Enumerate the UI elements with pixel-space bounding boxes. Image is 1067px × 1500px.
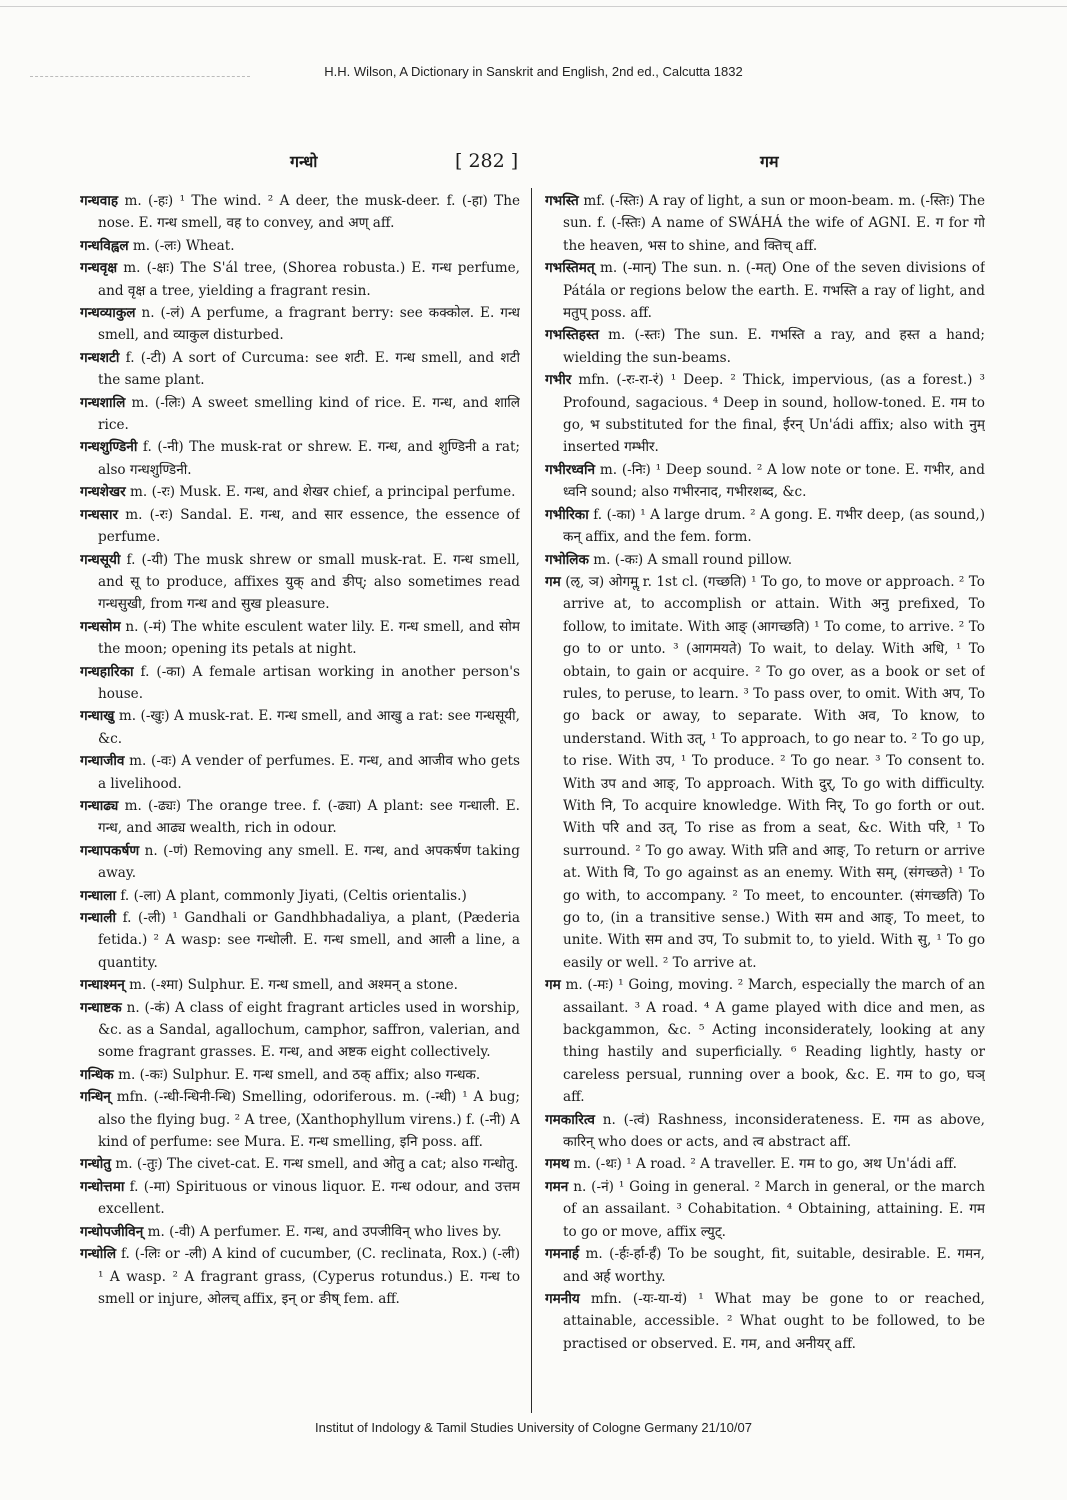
entry-headword: गमन — [545, 1178, 569, 1195]
dictionary-entry — [545, 549, 985, 571]
dictionary-entry — [80, 1243, 520, 1310]
entry-definition: m. (-लः) Wheat. — [132, 237, 235, 254]
source-citation: H.H. Wilson, A Dictionary in Sanskrit and English, 2nd ed., Calcutta 1832 — [324, 64, 743, 79]
entry-headword: गन्धाष्टक — [80, 999, 122, 1016]
dictionary-entry — [80, 436, 520, 481]
entry-headword: गन्धसोम — [80, 618, 121, 635]
entry-headword: गन्धाजीव — [80, 753, 125, 770]
entry-definition: f. (-यी) The musk shrew or small musk-rat. E. गन्ध smell, and सू to produce, affixes युक् and ङीप्; also sometimes read गन्धसुखी, from गन्ध and सुख pleasure. — [98, 551, 520, 613]
entry-definition: mfn. (-रः-रा-रं) ¹ Deep. ² Thick, impervious, (as a forest.) ³ Profound, sagacious. ⁴ Deep in sound, hollow-toned. E. गम to go, भ substituted for the final, ईरन् Un'ádi affix; also with नुम् inserted गम्भीर. — [563, 372, 985, 456]
dictionary-entry — [545, 1288, 985, 1355]
dictionary-entry — [80, 1086, 520, 1153]
entry-definition: f. (-का) A female artisan working in another person's house. — [98, 663, 520, 702]
entry-headword: गन्धवृक्ष — [80, 260, 118, 277]
dictionary-entry — [80, 1064, 520, 1086]
dictionary-entry — [545, 257, 985, 324]
entry-definition: mfn. (-यः-या-यं) ¹ What may be gone to or reached, attainable, accessible. ² What ought to be followed, to be practised or observed. E. गम, and अनीयर् aff. — [563, 1290, 985, 1352]
entry-headword: गन्धवाह — [80, 193, 119, 209]
entry-definition: m. (-वी) A perfumer. E. गन्ध, and उपजीविन् who lives by. — [147, 1223, 502, 1240]
archive-footer: Institut of Indology & Tamil Studies University of Cologne Germany 21/10/07 — [315, 1420, 752, 1435]
dictionary-entry — [80, 1176, 520, 1221]
dictionary-entry — [80, 661, 520, 706]
entry-headword: गमनीय — [545, 1290, 580, 1307]
entry-definition: f. (-नी) The musk-rat or shrew. E. गन्ध, and शुण्डिनी a rat; also गन्धशुण्डिनी. — [98, 439, 520, 478]
entry-definition: f. (-मा) Spirituous or vinous liquor. E. गन्ध odour, and उत्तम excellent. — [98, 1178, 520, 1218]
entry-headword: गभस्ति — [545, 193, 579, 209]
dictionary-entry — [80, 257, 520, 302]
entry-headword: गमथ — [545, 1156, 570, 1173]
entry-headword: गन्धोलि — [80, 1246, 117, 1263]
dictionary-entry — [545, 1153, 985, 1175]
entry-definition: m. (-लिः) A sweet smelling kind of rice. E. गन्ध, and शालि rice. — [98, 394, 520, 434]
right-column — [545, 190, 985, 1355]
entry-headword: गभीरिका — [545, 506, 589, 523]
dictionary-entry — [80, 885, 520, 907]
entry-definition: f. (-टी) A sort of Curcuma: see शटी. E. गन्ध smell, and शटी the same plant. — [98, 349, 520, 389]
page-header — [0, 150, 1067, 174]
entry-headword: गन्धापकर्षण — [80, 842, 140, 859]
entry-definition: n. (-मं) The white esculent water lily. E. गन्ध smell, and सोम the moon; opening its petals at night. — [98, 618, 520, 658]
dictionary-entry — [545, 571, 985, 974]
entry-definition: m. (-तुः) The civet-cat. E. गन्ध smell, and ओतु a cat; also गन्धोतु. — [115, 1156, 519, 1173]
entry-definition: m. (-क्षः) The S'ál tree, (Shorea robusta.) E. गन्ध perfume, and वृक्ष a tree, yielding a fragrant resin. — [98, 260, 520, 299]
entry-headword: गभीरध्वनि — [545, 461, 596, 478]
left-guide-word: गन्धो — [290, 152, 318, 171]
entry-headword: गन्धाढ्य — [80, 797, 119, 814]
dictionary-entry — [545, 1243, 985, 1288]
entry-headword: गभोलिक — [545, 551, 589, 568]
dictionary-entry — [80, 1153, 520, 1175]
entry-definition: f. (-का) ¹ A large drum. ² A gong. E. गभीर deep, (as sound,) कन् affix, and the fem. form. — [563, 506, 985, 546]
entry-definition: m. (-खुः) A musk-rat. E. गन्ध smell, and आखु a rat: see गन्धसूयी, &c. — [98, 708, 520, 747]
dictionary-entry — [80, 347, 520, 392]
scan-edge-line — [0, 6, 1067, 7]
entry-definition: n. (-त्वं) Rashness, inconsiderateness. E. गम as above, कारिन् who does or acts, and त्व abstract aff. — [563, 1111, 985, 1151]
entry-headword: गन्धोतु — [80, 1156, 112, 1173]
dictionary-entry — [80, 481, 520, 503]
entry-definition: n. (-कं) A class of eight fragrant articles used in worship, &c. as a Sandal, agallochum, camphor, saffron, valerian, and some fragrant grasses. E. गन्ध, and अष्टक eight collectively. — [98, 999, 520, 1061]
dictionary-entry — [80, 302, 520, 347]
dictionary-entry — [545, 369, 985, 459]
entry-definition: m. (-श्मा) Sulphur. E. गन्ध smell, and अश्मन् a stone. — [129, 977, 458, 994]
dictionary-entry — [545, 1109, 985, 1154]
entry-definition: m. (-मः) ¹ Going, moving. ² March, especially the march of an assailant. ³ A road. ⁴ A game played with dice and men, as backgammon, &c. ⁵ Acting inconsiderately, looking at any thing hastily and superficially. ⁶ Reading lightly, hasty or careless persual, running over a book, &c. E. गम to go, घञ् aff. — [563, 977, 985, 1106]
entry-definition: m. (-मान्) The sun. n. (-मत्) One of the seven divisions of Pátála or regions below the earth. E. गभस्ति a ray of light, and मतुप् poss. aff. — [563, 260, 985, 322]
entry-headword: गमनार्ह — [545, 1246, 580, 1263]
entry-headword: गन्धहारिका — [80, 663, 134, 680]
dictionary-entry — [80, 974, 520, 996]
entry-definition: n. (-लं) A perfume, a fragrant berry: see कक्कोल. E. गन्ध smell, and व्याकुल disturbed. — [98, 305, 520, 344]
entry-headword: गम — [545, 977, 561, 994]
dictionary-entry — [80, 750, 520, 795]
entry-headword: गभस्तिमत् — [545, 260, 595, 277]
entry-headword: गमकारित्व — [545, 1111, 595, 1128]
dictionary-entry — [80, 795, 520, 840]
entry-definition: m. (-र्हः-र्हा-र्हं) To be sought, fit, suitable, desirable. E. गमन, and अर्ह worthy. — [563, 1246, 985, 1285]
entry-headword: गन्धशेखर — [80, 484, 126, 501]
entry-definition: n. (-नं) ¹ Going in general. ² March in general, or the march of an assailant. ³ Cohabitation. ⁴ Obtaining, attaining. E. गम to go or move, affix ल्युट्. — [563, 1178, 985, 1240]
entry-headword: गन्धोत्तमा — [80, 1178, 125, 1195]
dictionary-entry — [545, 504, 985, 549]
dictionary-entry — [80, 549, 520, 616]
entry-definition: m. (-कः) A small round pillow. — [593, 551, 793, 568]
entry-definition: m. (-कः) Sulphur. E. गन्ध smell, and ठक् affix; also गन्धक. — [118, 1066, 481, 1083]
entry-headword: गभस्तिहस्त — [545, 327, 600, 344]
entry-definition: f. (-ली) ¹ Gandhali or Gandhbhadaliya, a plant, (Pæderia fetida.) ² A wasp: see गन्धोली. E. गन्ध smell, and आली a line, a quantity. — [98, 910, 520, 971]
dictionary-entry — [80, 997, 520, 1064]
entry-definition: m. (-स्तः) The sun. E. गभस्ति a ray, and हस्त a hand; wielding the sun-beams. — [563, 327, 985, 366]
entry-headword: गन्धव्याकुल — [80, 305, 136, 322]
entry-definition: n. (-णं) Removing any smell. E. गन्ध, and अपकर्षण taking away. — [98, 842, 520, 882]
entry-definition: m. (-रः) Musk. E. गन्ध, and शेखर chief, a principal perfume. — [130, 484, 516, 501]
dictionary-entry — [80, 616, 520, 661]
page-number: [ 282 ] — [455, 150, 519, 172]
entry-headword: गन्धाली — [80, 910, 117, 926]
entry-headword: गम — [545, 573, 561, 590]
dictionary-entry — [80, 190, 520, 235]
dictionary-entry — [545, 1176, 985, 1243]
entry-definition: f. (-लिः or -ली) A kind of cucumber, (C. reclinata, Rox.) (-ली) ¹ A wasp. ² A fragrant grass, (Cyperus rotundus.) E. गन्ध to smell or injure, ओलच् affix, इन् or ङीष् fem. aff. — [98, 1246, 520, 1307]
dictionary-entry — [80, 392, 520, 437]
entry-headword: गन्धसार — [80, 506, 119, 523]
entry-headword: गन्धसूयी — [80, 551, 121, 568]
dictionary-entry — [80, 840, 520, 885]
entry-headword: गन्धाश्मन् — [80, 977, 125, 994]
entry-definition: m. (-रः) Sandal. E. गन्ध, and सार essence, the essence of perfume. — [98, 506, 520, 546]
dictionary-entry — [545, 459, 985, 504]
dictionary-entry — [545, 324, 985, 369]
entry-definition: mf. (-स्तिः) A ray of light, a sun or moon-beam. m. (-स्तिः) The sun. f. (-स्तिः) A name of SWÁHÁ the wife of AGNI. E. ग for गो the heaven, भस to shine, and क्तिच् aff. — [563, 193, 985, 254]
entry-definition: m. (-निः) ¹ Deep sound. ² A low note or tone. E. गभीर, and ध्वनि sound; also गभीरनाद, गभीरशब्द, &c. — [563, 461, 985, 501]
entry-headword: गन्धिक — [80, 1066, 114, 1083]
dictionary-entry — [80, 1221, 520, 1243]
entry-definition: f. (-ला) A plant, commonly Jiyati, (Celtis orientalis.) — [120, 887, 467, 904]
entry-headword: गन्धशालि — [80, 394, 126, 411]
entry-headword: गन्धशुण्डिनी — [80, 439, 138, 456]
left-column — [80, 190, 520, 1310]
entry-headword: गन्धिन् — [80, 1089, 111, 1106]
entry-headword: गन्धविह्वल — [80, 237, 129, 254]
entry-headword: गन्धशटी — [80, 349, 120, 366]
right-guide-word: गम — [760, 152, 779, 171]
dictionary-entry — [80, 504, 520, 549]
entry-definition: (ऌ, ञ) ओगमॢ r. 1st cl. (गच्छति) ¹ To go, to move or approach. ² To arrive at, to accomplish or attain. With अनु prefixed, To follow, to imitate. With आङ् (आगच्छति) ¹ To come, to arrive. ² To go to or unto. ³ (आगमयते) To wait, to delay. With अधि, ¹ To obtain, to gain or acquire. ² To go over, as a book or set of rules, to peruse, to learn. ³ To pass over, to omit. With अप, To go back or away, to separate. With अव, To know, to understand. With उत्, ¹ To approach, to go near to. ² To go up, to rise. With उप, ¹ To produce. ² To go near. ³ To consent to. With उप and आङ्, To approach. With दुर्, To go with difficulty. With नि, To acquire knowledge. With निर्, To go forth or out. With परि and उत्, To rise as from a seat, &c. With परि, ¹ To surround. ² To go away. With प्रति and आङ्, To return or arrive at. With वि, To go against as an enemy. With सम्, (संगच्छते) ¹ To go with, to accompany. ² To meet, to encounter. (संगच्छति) To go to, (in a transitive sense.) With सम and आङ्, To meet, to unite. With सम and उप, To submit to, to yield. With सु, ¹ To go easily or well. ² To arrive at. — [563, 573, 985, 971]
entry-headword: गन्धाखु — [80, 708, 115, 725]
entry-definition: m. (-थः) ¹ A road. ² A traveller. E. गम to go, अथ Un'ádi aff. — [573, 1156, 957, 1173]
dictionary-entry — [80, 907, 520, 974]
entry-headword: गभीर — [545, 372, 572, 389]
entry-definition: m. (-ढ्यः) The orange tree. f. (-ढ्या) A plant: see गन्धाली. E. गन्ध, and आढ्य wealth, rich in odour. — [98, 797, 520, 837]
dictionary-entry — [545, 190, 985, 257]
dictionary-entry — [80, 235, 520, 257]
entry-headword: गन्धाला — [80, 887, 117, 904]
entry-headword: गन्धोपजीविन् — [80, 1223, 144, 1240]
dictionary-entry — [80, 705, 520, 750]
entry-definition: m. (-हः) ¹ The wind. ² A deer, the musk-deer. f. (-हा) The nose. E. गन्ध smell, वह to convey, and अण् aff. — [98, 193, 520, 232]
column-divider — [531, 188, 532, 1413]
dictionary-entry — [545, 974, 985, 1108]
entry-definition: mfn. (-न्धी-न्धिनी-न्धि) Smelling, odoriferous. m. (-न्धी) ¹ A bug; also the flying bug. ² A tree, (Xanthophyllum virens.) f. (-नी) A kind of perfume: see Mura. E. गन्ध smelling, इनि poss. aff. — [98, 1089, 520, 1151]
entry-definition: m. (-वः) A vender of perfumes. E. गन्ध, and आजीव who gets a livelihood. — [98, 753, 520, 792]
